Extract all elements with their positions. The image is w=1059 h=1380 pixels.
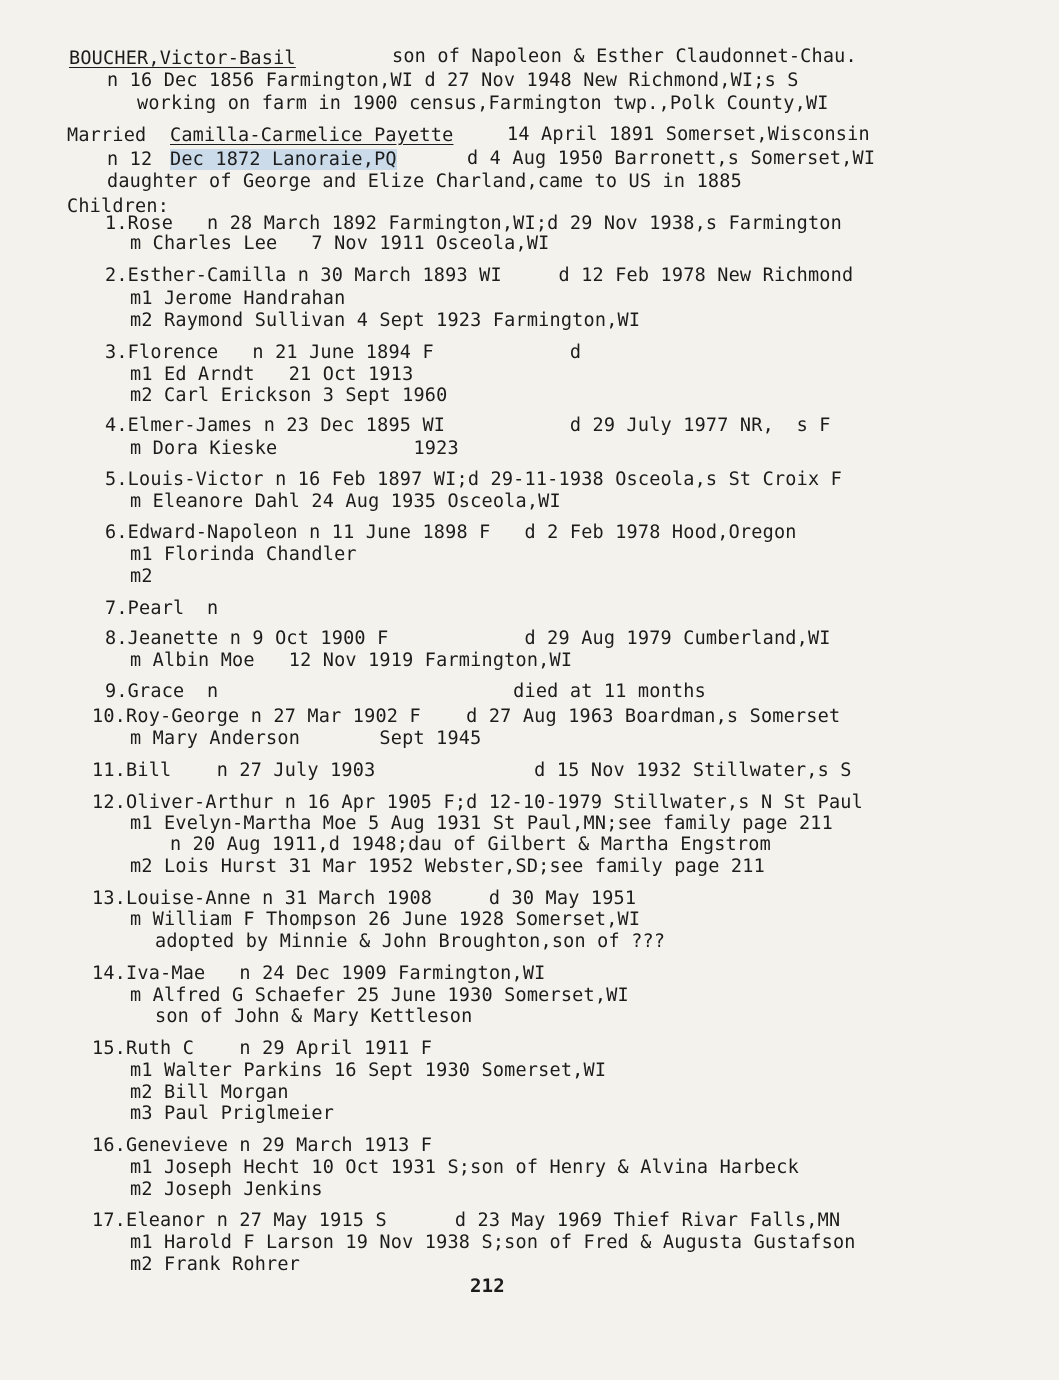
child-spouse: m1 Jerome Handrahan xyxy=(130,288,346,309)
child-entry: 10.Roy-George n 27 Mar 1902 F d 27 Aug 1963 Boardman,s Somerset xyxy=(92,706,841,727)
child-spouse: m1 Harold F Larson 19 Nov 1938 S;son of Fred & Augusta Gustafson xyxy=(130,1232,856,1253)
child-entry: 3.Florence n 21 June 1894 F d xyxy=(105,342,582,363)
child-spouse: m Alfred G Schaefer 25 June 1930 Somerset,WI xyxy=(130,985,629,1006)
child-note: adopted by Minnie & John Broughton,son of ??? xyxy=(155,931,666,952)
married-label: Married xyxy=(67,125,147,146)
child-spouse: m2 Lois Hurst 31 Mar 1952 Webster,SD;see family page 211 xyxy=(130,856,765,877)
marriage-details: 14 April 1891 Somerset,Wisconsin xyxy=(507,124,870,145)
child-spouse: m1 Evelyn-Martha Moe 5 Aug 1931 St Paul,MN;see family page 211 xyxy=(130,813,833,834)
child-entry: 6.Edward-Napoleon n 11 June 1898 F d 2 Feb 1978 Hood,Oregon xyxy=(105,522,797,543)
child-spouse: m2 Joseph Jenkins xyxy=(130,1179,323,1200)
child-spouse-birth: n 20 Aug 1911,d 1948;dau of Gilbert & Martha Engstrom xyxy=(170,834,771,855)
child-spouse: m1 Walter Parkins 16 Sept 1930 Somerset,WI xyxy=(130,1060,607,1081)
child-entry: 13.Louise-Anne n 31 March 1908 d 30 May 1951 xyxy=(92,888,637,909)
page-number: 212 xyxy=(470,1275,505,1297)
child-entry: 5.Louis-Victor n 16 Feb 1897 WI;d 29-11-1938 Osceola,s St Croix F xyxy=(105,469,842,490)
child-entry: 8.Jeanette n 9 Oct 1900 F d 29 Aug 1979 Cumberland,WI xyxy=(105,628,831,649)
child-spouse: m Eleanore Dahl 24 Aug 1935 Osceola,WI xyxy=(130,491,561,512)
child-spouse: m2 Carl Erickson 3 Sept 1960 xyxy=(130,385,448,406)
child-spouse: m2 Raymond Sullivan 4 Sept 1923 Farmington,WI xyxy=(130,310,641,331)
child-entry: 4.Elmer-James n 23 Dec 1895 WI d 29 July 1977 NR, s F xyxy=(105,415,831,436)
child-spouse: m1 Florinda Chandler xyxy=(130,544,357,565)
child-entry: 14.Iva-Mae n 24 Dec 1909 Farmington,WI xyxy=(92,963,546,984)
child-spouse: m2 Bill Morgan xyxy=(130,1082,289,1103)
subject-census: working on farm in 1900 census,Farmington twp.,Polk County,WI xyxy=(137,93,829,114)
child-spouse: m3 Paul Priglmeier xyxy=(130,1103,335,1124)
children-label: Children: xyxy=(67,196,170,217)
child-entry: 15.Ruth C n 29 April 1911 F xyxy=(92,1038,433,1059)
child-entry: 7.Pearl n xyxy=(105,598,219,619)
child-entry: 1.Rose n 28 March 1892 Farmington,WI;d 29 Nov 1938,s Farmington xyxy=(105,213,842,234)
subject-parents: son of Napoleon & Esther Claudonnet-Chau. xyxy=(392,46,857,67)
spouse-birth-prefix: n 12 xyxy=(107,149,153,170)
child-entry: 16.Genevieve n 29 March 1913 F xyxy=(92,1135,433,1156)
child-spouse: m Charles Lee 7 Nov 1911 Osceola,WI xyxy=(130,233,550,254)
child-spouse: m William F Thompson 26 June 1928 Somerset,WI xyxy=(130,909,641,930)
child-entry: 17.Eleanor n 27 May 1915 S d 23 May 1969 Thief Rivar Falls,MN xyxy=(92,1210,841,1231)
child-spouse: m Mary Anderson Sept 1945 xyxy=(130,728,482,749)
spouse-name: Camilla-Carmelice Payette xyxy=(170,125,454,146)
child-spouse: m1 Ed Arndt 21 Oct 1913 xyxy=(130,364,414,385)
child-entry: 12.Oliver-Arthur n 16 Apr 1905 F;d 12-10-1979 Stillwater,s N St Paul xyxy=(92,792,863,813)
subject-name: BOUCHER,Victor-Basil xyxy=(69,48,296,69)
child-entry: 11.Bill n 27 July 1903 d 15 Nov 1932 Stillwater,s S xyxy=(92,760,852,781)
child-spouse: m2 Frank Rohrer xyxy=(130,1254,301,1275)
spouse-death: d 4 Aug 1950 Barronett,s Somerset,WI xyxy=(467,148,876,169)
child-spouse: m2 xyxy=(130,566,153,587)
child-spouse: m Dora Kieske 1923 xyxy=(130,438,459,459)
child-spouse: m1 Joseph Hecht 10 Oct 1931 S;son of Henry & Alvina Harbeck xyxy=(130,1157,799,1178)
child-entry: 9.Grace n died at 11 months xyxy=(105,681,706,702)
child-entry: 2.Esther-Camilla n 30 March 1893 WI d 12 Feb 1978 New Richmond xyxy=(105,265,854,286)
child-spouse: m Albin Moe 12 Nov 1919 Farmington,WI xyxy=(130,650,573,671)
spouse-parents: daughter of George and Elize Charland,came to US in 1885 xyxy=(107,171,742,192)
spouse-birth-place: Dec 1872 Lanoraie,PQ xyxy=(170,149,397,170)
subject-birth-death: n 16 Dec 1856 Farmington,WI d 27 Nov 1948 New Richmond,WI;s S xyxy=(107,70,799,91)
child-note: son of John & Mary Kettleson xyxy=(155,1006,473,1027)
